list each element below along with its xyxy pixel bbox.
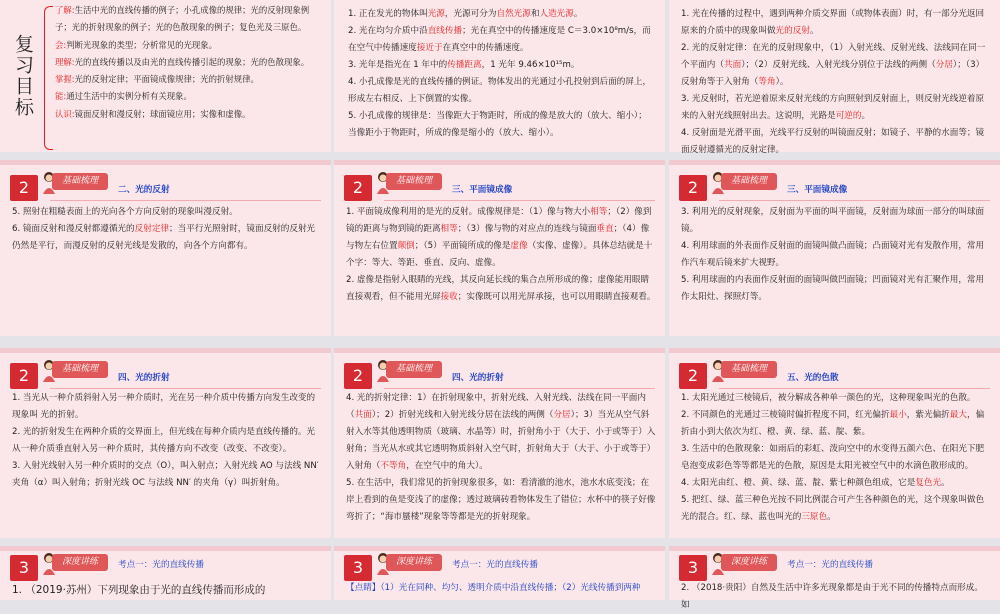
section-number: 3	[679, 555, 707, 581]
section-title: 五、光的色散	[787, 373, 839, 383]
section-number: 2	[679, 175, 707, 201]
basic-badge: 基础梳理	[709, 170, 779, 196]
slide-text: 4. 光的折射定律：1）在折射现象中，折射光线、入射光线、法线在同一平面内（共面）；2）折射光线和入射光线分居在法线的两侧（分居）；3）当光从空气斜射入水等其他透明物质（玻璃、水晶等）时，折射角小于（大于、小于或等于）入射角；当光从水或其它透明物质斜射入空气时，折射角大于（大于、小于或等于）入射角（不等角，在空气中的角大）。 5. 在生活中，我们常见的折射现象很多，如：看清澈的池水，池水水底变浅；在岸上看到的鱼是变浅了的虚像；透过玻璃砖看物体发生了错位；水杯中的筷子好像弯折了；“海市蜃楼”现象等等都是光的折射现象。	[346, 393, 656, 522]
slide-text: 1. 平面镜成像利用的是光的反射。成像规律是：（1）像与物大小相等；（2）像到镜的距离与物到镜的距离相等；（3）像与物的对应点的连线与镜面垂直；（4）像与物左右位置颠倒；（5）平面镜所成的像是虚像（实像、虚像）。具体总结就是十个字：等大、等距、垂直、反向、虚像。 2. 虚像是指射入眼睛的光线，其反向延长线的集合点所形成的像；虚像能用眼睛直接观看，但不能用光屏接收；实像既可以用光屏承接，也可以用眼睛直接观看。	[346, 207, 656, 302]
title-divider	[384, 200, 655, 201]
slide-text: 1. 太阳光通过三棱镜后，被分解成各种单一颜色的光，这种现象叫光的色散。 2. 不同颜色的光通过三棱镜时偏折程度不同，红光偏折最小，紫光偏折最大，偏折由小到大依次为红、橙、黄、绿、蓝、靛、紫。 3. 生活中的色散现象：如雨后的彩虹、泼向空中的水变得五颜六色、在阳光下肥皂泡变成彩色等等都是光的色散，原因是太阳光被空气中的水滴色散形成的。 4. 太阳光由红、橙、黄、绿、蓝、靛、紫七种颜色组成，它是复色光。 5. 把红、绿、蓝三种色光按不同比例混合可产生各种颜色的光，这个现象叫做色光的混合。红、绿、蓝也叫光的三原色。	[681, 393, 985, 522]
section-title: 二、光的反射	[118, 185, 170, 195]
basic-badge: 基础梳理	[374, 358, 444, 384]
basic-badge: 基础梳理	[709, 358, 779, 384]
section-title: 考点一：光的直线传播	[787, 560, 873, 570]
section-title: 四、光的折射	[452, 373, 504, 383]
deep-badge: 深度讲练	[40, 551, 110, 577]
slide-top-stripe	[669, 160, 1000, 165]
deep-badge: 深度讲练	[374, 551, 444, 577]
section-number: 2	[10, 363, 38, 389]
section-title: 考点一：光的直线传播	[452, 560, 538, 570]
title-divider	[50, 200, 321, 201]
title-divider	[50, 388, 321, 389]
slide-text: 1. 正在发光的物体叫光源，光源可分为自然光源和人造光源。 2. 光在均匀介质中沿直线传播；光在真空中的传播速度是 C＝3.0×10⁸m/s，而在空气中传播速度接近于在真空中的传播速度。 3. 光年是指光在 1 年中的传播距离，1 光年 9.46×10¹⁵m。 4. 小孔成像是光的直线传播的例证。物体发出的光通过小孔投射到后面的屏上，形成左右相反、上下倒置的实像。 5. 小孔成像的规律是：当像距大于物距时，所成的像是放大的（放大、缩小）；当像距小于物距时，所成的像是缩小的（放大、缩小）。	[348, 9, 652, 138]
title-divider	[384, 388, 655, 389]
slide-top-stripe	[334, 160, 665, 165]
section-title: 三、平面镜成像	[452, 185, 513, 195]
deep-badge: 深度讲练	[709, 551, 779, 577]
basic-badge: 基础梳理	[40, 358, 110, 384]
slide-text: 3. 利用光的反射现象，反射面为平面的叫平面镜，反射面为球面一部分的叫球面镜。 4. 利用球面的外表面作反射面的面镜叫做凸面镜；凸面镜对光有发散作用，常用作汽车观后镜来扩大视野。 5. 利用球面的内表面作反射面的面镜叫做凹面镜；凹面镜对光有汇聚作用，常用作太阳灶、探照灯等。	[681, 207, 985, 302]
section-number: 2	[344, 175, 372, 201]
review-goals-text: 了解:生活中光的直线传播的例子；小孔成像的规律；光的反射现象例子；光的折射现象的例子；光的色散现象的例子；复色光及三原色。 会:判断光现象的类型；分析常见的光现象。 理解:光的直线传播以及由光的直线传播引起的现象；光的色散现象。 掌握:光的反射定律；平面镜成像规律；光的折射规律。 能:通过生活中的实例分析有关现象。 认识:镜面反射和漫反射；球面镜应用；实像和虚像。	[55, 5, 310, 119]
slide-plane-mirror-2[interactable]	[669, 160, 1000, 336]
question-text: 【点睛】（1）光在同种、均匀、透明介质中沿直线传播；（2）光线传播到两种	[346, 583, 641, 593]
slide-refraction-1[interactable]	[0, 348, 331, 538]
slide-text: 5. 照射在粗糙表面上的光向各个方向反射的现象叫漫反射。 6. 镜面反射和漫反射都遵循光的反射定律；当平行光照射时，镜面反射的反射光仍然是平行，而漫反射的反射光线是发散的，向各个方向都有。	[12, 207, 316, 251]
slide-top-stripe	[334, 348, 665, 353]
slide-top-stripe	[0, 348, 331, 353]
slide-dispersion[interactable]	[669, 348, 1000, 538]
slide-exercise-3[interactable]	[669, 546, 1000, 610]
section-number: 2	[10, 175, 38, 201]
slide-top-stripe	[669, 348, 1000, 353]
section-title: 四、光的折射	[118, 373, 170, 383]
slide-exercise-2[interactable]	[334, 546, 665, 600]
section-number: 3	[344, 555, 372, 581]
slide-plane-mirror-1[interactable]	[334, 160, 665, 336]
section-number: 2	[679, 363, 707, 389]
slide-text: 1. 光在传播的过程中，遇到两种介质交界面（或物体表面）时，有一部分光返回原来的介质中的现象叫做光的反射。 2. 光的反射定律：在光的反射现象中，（1）入射光线、反射光线、法线同在同一个平面内（共面）；（2）反射光线、入射光线分别位于法线的两侧（分居）；（3）反射角等于入射角（等角）。 3. 光反射时，若光逆着原来反射光线的方向照射到反射面上，则反射光线逆着原来的入射光线照射出去。这说明，光路是可逆的。 4. 反射面是光滑平面，光线平行反射的叫镜面反射；如镜子、平静的水面等；镜面反射遵循光的反射定律。	[681, 9, 986, 155]
section-title: 考点一：光的直线传播	[118, 560, 204, 570]
slide-reflection[interactable]	[0, 160, 331, 336]
section-number: 3	[10, 555, 38, 581]
slide-text: 1. 当光从一种介质斜射入另一种介质时，光在另一种介质中传播方向发生改变的现象叫 光的折射。 2. 光的折射发生在两种介质的交界面上，但光线在每种介质内是直线传播的。光从一种介质垂直射入另一种介质时，其传播方向不改变（改变、不改变）。 3. 入射光线射入另一种介质时的交点（O），叫入射点；入射光线 AO 与法线 NN′ 夹角（α）叫入射角；折射光线 OC 与法线 NN′ 的夹角（γ）叫折射角。	[12, 393, 319, 488]
review-title: 复习目标	[12, 34, 34, 118]
question-text: 1. （2019·苏州）下列现象由于光的直线传播而形成的	[12, 584, 266, 596]
basic-badge: 基础梳理	[40, 170, 110, 196]
question-text: 2. （2018·贵阳）自然及生活中许多光现象都是由于光不同的传播特点而形成。如	[681, 583, 983, 610]
bracket-decoration	[44, 6, 53, 150]
basic-badge: 基础梳理	[374, 170, 444, 196]
slide-top-stripe	[0, 160, 331, 165]
title-divider	[719, 200, 990, 201]
slide-review-goals[interactable]	[0, 0, 331, 152]
review-panel	[0, 0, 42, 152]
title-divider	[719, 388, 990, 389]
slide-refraction-2[interactable]	[334, 348, 665, 538]
slide-light-propagation[interactable]	[334, 0, 665, 152]
slide-reflection-laws[interactable]	[669, 0, 1000, 155]
section-number: 2	[344, 363, 372, 389]
section-title: 三、平面镜成像	[787, 185, 848, 195]
slide-exercise-1[interactable]	[0, 546, 331, 600]
